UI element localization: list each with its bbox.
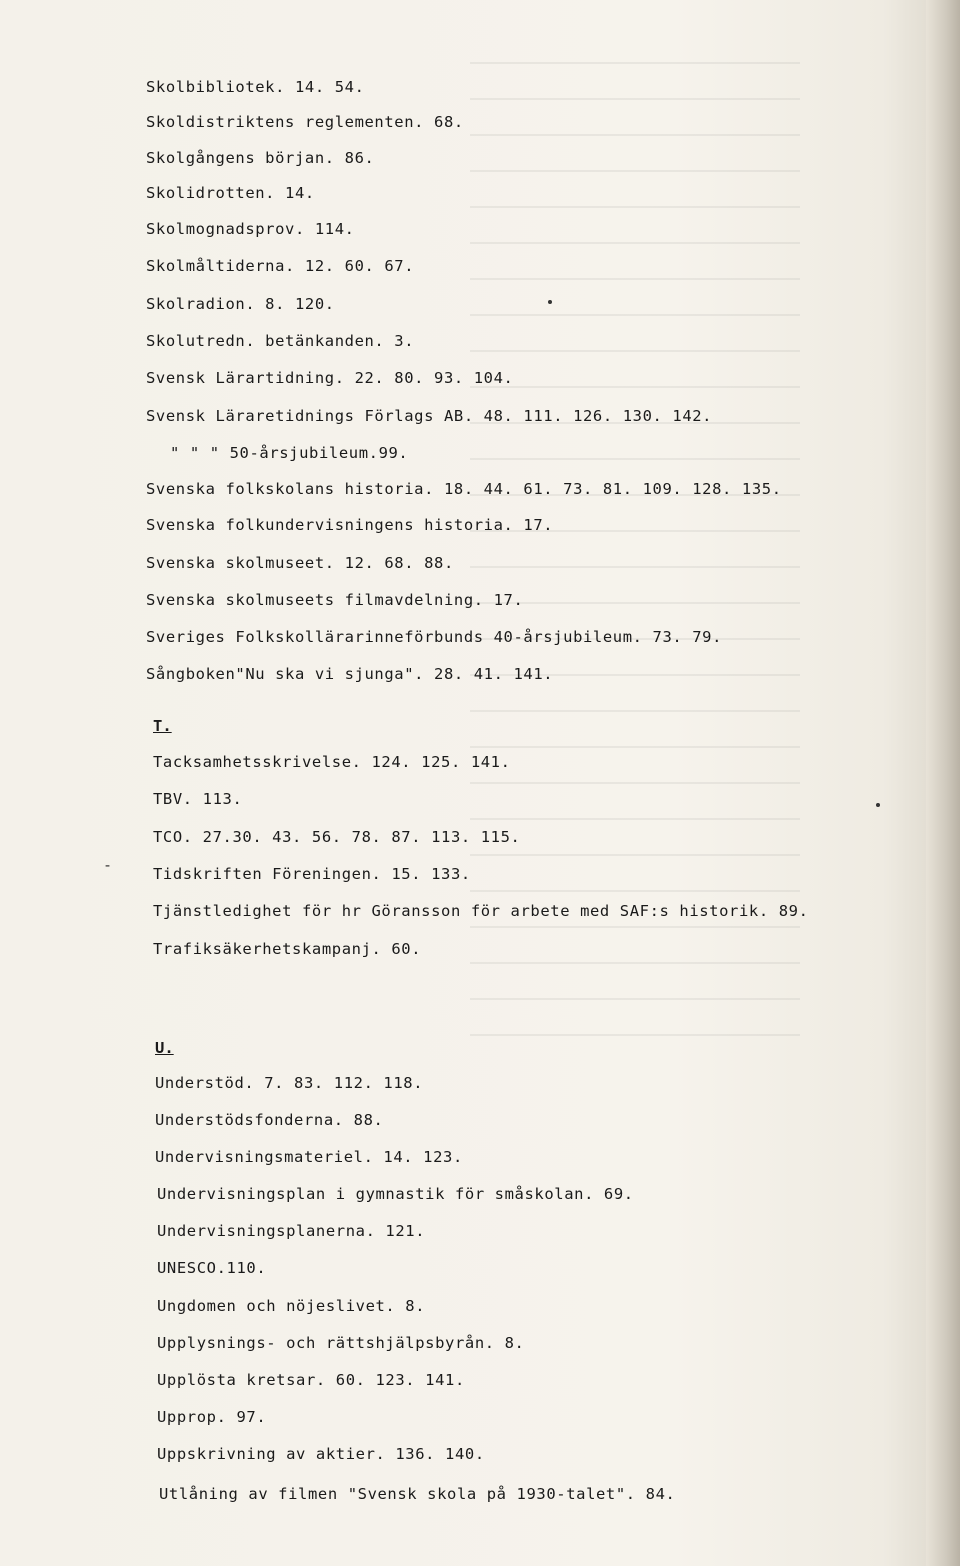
index-entry: Skolidrotten. 14. <box>146 184 315 202</box>
page-edge <box>926 0 960 1566</box>
index-entry: Understödsfonderna. 88. <box>155 1111 384 1129</box>
index-entry: Svenska skolmuseet. 12. 68. 88. <box>146 554 454 572</box>
index-entry: Understöd. 7. 83. 112. 118. <box>155 1074 424 1092</box>
index-entry: Sångboken"Nu ska vi sjunga". 28. 41. 141. <box>146 665 554 683</box>
index-entry: Undervisningsmateriel. 14. 123. <box>155 1148 463 1166</box>
ink-dot <box>876 803 880 807</box>
ink-dot <box>548 300 552 304</box>
index-entry: Trafiksäkerhetskampanj. 60. <box>153 940 422 958</box>
index-entry: Utlåning av filmen "Svensk skola på 1930-talet". 84. <box>159 1485 676 1503</box>
index-entry: Svenska skolmuseets filmavdelning. 17. <box>146 591 524 609</box>
index-entry: Skolgångens början. 86. <box>146 149 375 167</box>
index-entry: Skolmognadsprov. 114. <box>146 220 355 238</box>
index-entry: Upplysnings- och rättshjälpsbyrån. 8. <box>157 1334 525 1352</box>
index-entry: Upprop. 97. <box>157 1408 267 1426</box>
index-entry: Skolradion. 8. 120. <box>146 295 335 313</box>
index-entry: Skolutredn. betänkanden. 3. <box>146 332 415 350</box>
index-entry: UNESCO.110. <box>157 1259 267 1277</box>
index-entry: Ungdomen och nöjeslivet. 8. <box>157 1297 426 1315</box>
index-entry: Upplösta kretsar. 60. 123. 141. <box>157 1371 465 1389</box>
index-entry: TCO. 27.30. 43. 56. 78. 87. 113. 115. <box>153 828 521 846</box>
section-heading-u: U. <box>155 1039 174 1057</box>
index-entry: Skoldistriktens reglementen. 68. <box>146 113 464 131</box>
index-entry: Tidskriften Föreningen. 15. 133. <box>153 865 471 883</box>
index-entry: Svensk Läraretidnings Förlags AB. 48. 111. 126. 130. 142. <box>146 407 713 425</box>
index-entry: Undervisningsplanerna. 121. <box>157 1222 426 1240</box>
index-entry: Sveriges Folkskollärarinneförbunds 40-årsjubileum. 73. 79. <box>146 628 723 646</box>
margin-dash: - <box>103 856 113 874</box>
index-entry: Skolbibliotek. 14. 54. <box>146 78 365 96</box>
index-entry: Svenska folkskolans historia. 18. 44. 61. 73. 81. 109. 128. 135. <box>146 480 782 498</box>
index-entry: TBV. 113. <box>153 790 243 808</box>
index-entry: Tjänstledighet för hr Göransson för arbete med SAF:s historik. 89. <box>153 902 809 920</box>
section-heading-t: T. <box>153 717 172 735</box>
index-entry: Svenska folkundervisningens historia. 17. <box>146 516 554 534</box>
index-entry: Skolmåltiderna. 12. 60. 67. <box>146 257 415 275</box>
index-entry: Undervisningsplan i gymnastik för småskolan. 69. <box>157 1185 634 1203</box>
index-entry: Svensk Lärartidning. 22. 80. 93. 104. <box>146 369 514 387</box>
index-entry-ditto: " " " 50-årsjubileum.99. <box>170 444 409 462</box>
index-entry: Uppskrivning av aktier. 136. 140. <box>157 1445 485 1463</box>
index-entry: Tacksamhetsskrivelse. 124. 125. 141. <box>153 753 511 771</box>
